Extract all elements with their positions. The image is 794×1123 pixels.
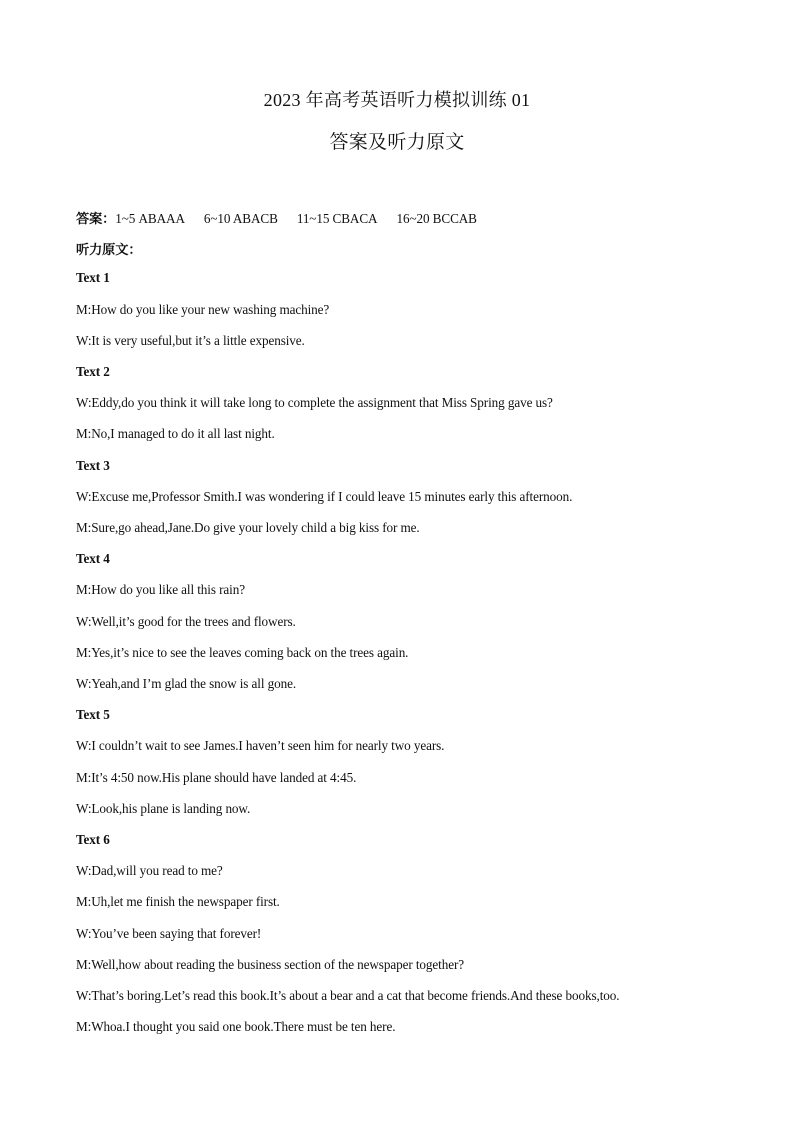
text-heading: Text 6 [76, 832, 110, 847]
dialogue-line: W:You’ve been saying that forever! [76, 926, 262, 941]
dialogue-line: W:Dad,will you read to me? [76, 863, 223, 878]
answer-group: 6~10 ABACB [203, 211, 278, 226]
dialogue-line: M:It’s 4:50 now.His plane should have landed at 4:45. [76, 770, 357, 785]
text-heading: Text 3 [76, 458, 110, 473]
dialogue-line: W:Yeah,and I’m glad the snow is all gone. [76, 676, 297, 691]
document-title: 2023 年高考英语听力模拟训练 01 [263, 90, 531, 110]
text-heading: Text 5 [76, 707, 110, 722]
dialogue-line: W:That’s boring.Let’s read this book.It’s about a bear and a cat that become friends.And these books,too. [76, 988, 620, 1003]
dialogue-line: M:Well,how about reading the business section of the newspaper together? [76, 957, 464, 972]
dialogue-line: W:Look,his plane is landing now. [76, 801, 251, 816]
text-heading: Text 1 [76, 270, 110, 285]
dialogue-line: M:Whoa.I thought you said one book.There must be ten here. [76, 1019, 396, 1034]
text-heading: Text 4 [76, 551, 110, 566]
dialogue-line: W:Eddy,do you think it will take long to complete the assignment that Miss Spring gave us? [76, 395, 553, 410]
answer-key-label: 答案： [76, 211, 116, 226]
answer-group: 16~20 BCCAB [396, 211, 477, 226]
dialogue-line: W:Well,it’s good for the trees and flowers. [76, 614, 296, 629]
transcript-heading: 听力原文： [76, 242, 142, 257]
dialogue-line: M:Sure,go ahead,Jane.Do give your lovely child a big kiss for me. [76, 520, 420, 535]
answer-group: 11~15 CBACA [296, 211, 378, 226]
dialogue-line: W:I couldn’t wait to see James.I haven’t seen him for nearly two years. [76, 738, 445, 753]
dialogue-line: M:How do you like all this rain? [76, 582, 245, 597]
dialogue-line: M:How do you like your new washing machine? [76, 302, 330, 317]
dialogue-line: W:It is very useful,but it’s a little expensive. [76, 333, 305, 348]
dialogue-line: M:Uh,let me finish the newspaper first. [76, 894, 280, 909]
dialogue-line: M:Yes,it’s nice to see the leaves coming back on the trees again. [76, 645, 409, 660]
dialogue-line: W:Excuse me,Professor Smith.I was wondering if I could leave 15 minutes early this afternoon. [76, 489, 573, 504]
answer-key [76, 208, 477, 227]
text-heading: Text 2 [76, 364, 110, 379]
document-subtitle: 答案及听力原文 [329, 132, 465, 153]
dialogue-line: M:No,I managed to do it all last night. [76, 426, 275, 441]
answer-group: 1~5 ABAAA [115, 211, 185, 226]
